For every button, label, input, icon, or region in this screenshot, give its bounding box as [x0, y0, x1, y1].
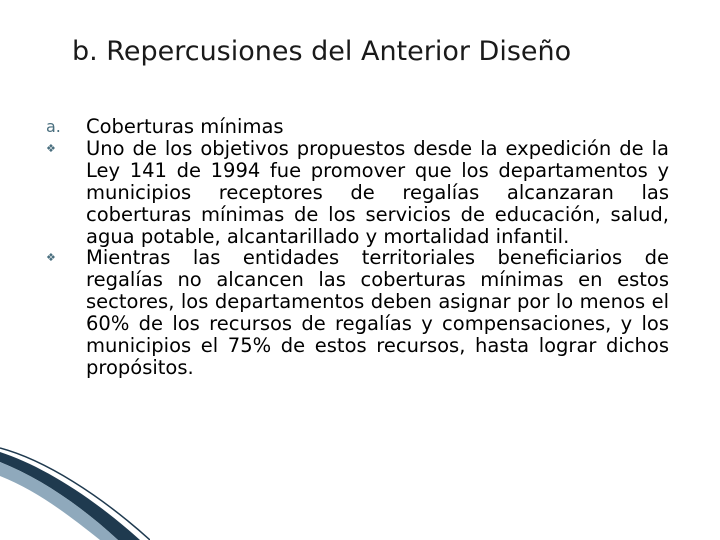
list-item: [46, 138, 676, 248]
slide-title: b. Repercusiones del Anterior Diseño: [72, 36, 572, 67]
list-item-text: Mientras las entidades territoriales beneficiarios de regalías no alcancen las coberturas mínimas en estos sectores, los departamentos deben asignar por lo menos el 60% de los recursos de regalías y compensaciones, y los municipios el 75% de estos recursos, hasta lograr dichos propósitos.: [86, 246, 669, 379]
corner-swoosh-decoration: [0, 440, 150, 540]
list-item: [46, 116, 676, 138]
list-marker-letter: a.: [46, 117, 61, 136]
content-list: [46, 116, 676, 379]
diamond-bullet-icon: ❖: [46, 141, 56, 155]
list-item-heading: Coberturas mínimas: [86, 115, 284, 138]
list-item-text: Uno de los objetivos propuestos desde la expedición de la Ley 141 de 1994 fue promover que los departamentos y municipios receptores de regalías alcanzaran las coberturas mínimas de los servicios de educación, salud, agua potable, alcantarillado y mortalidad infantil.: [86, 136, 669, 248]
list-item: [46, 247, 676, 378]
diamond-bullet-icon: ❖: [46, 251, 56, 265]
swoosh-dark-band: [0, 452, 140, 540]
